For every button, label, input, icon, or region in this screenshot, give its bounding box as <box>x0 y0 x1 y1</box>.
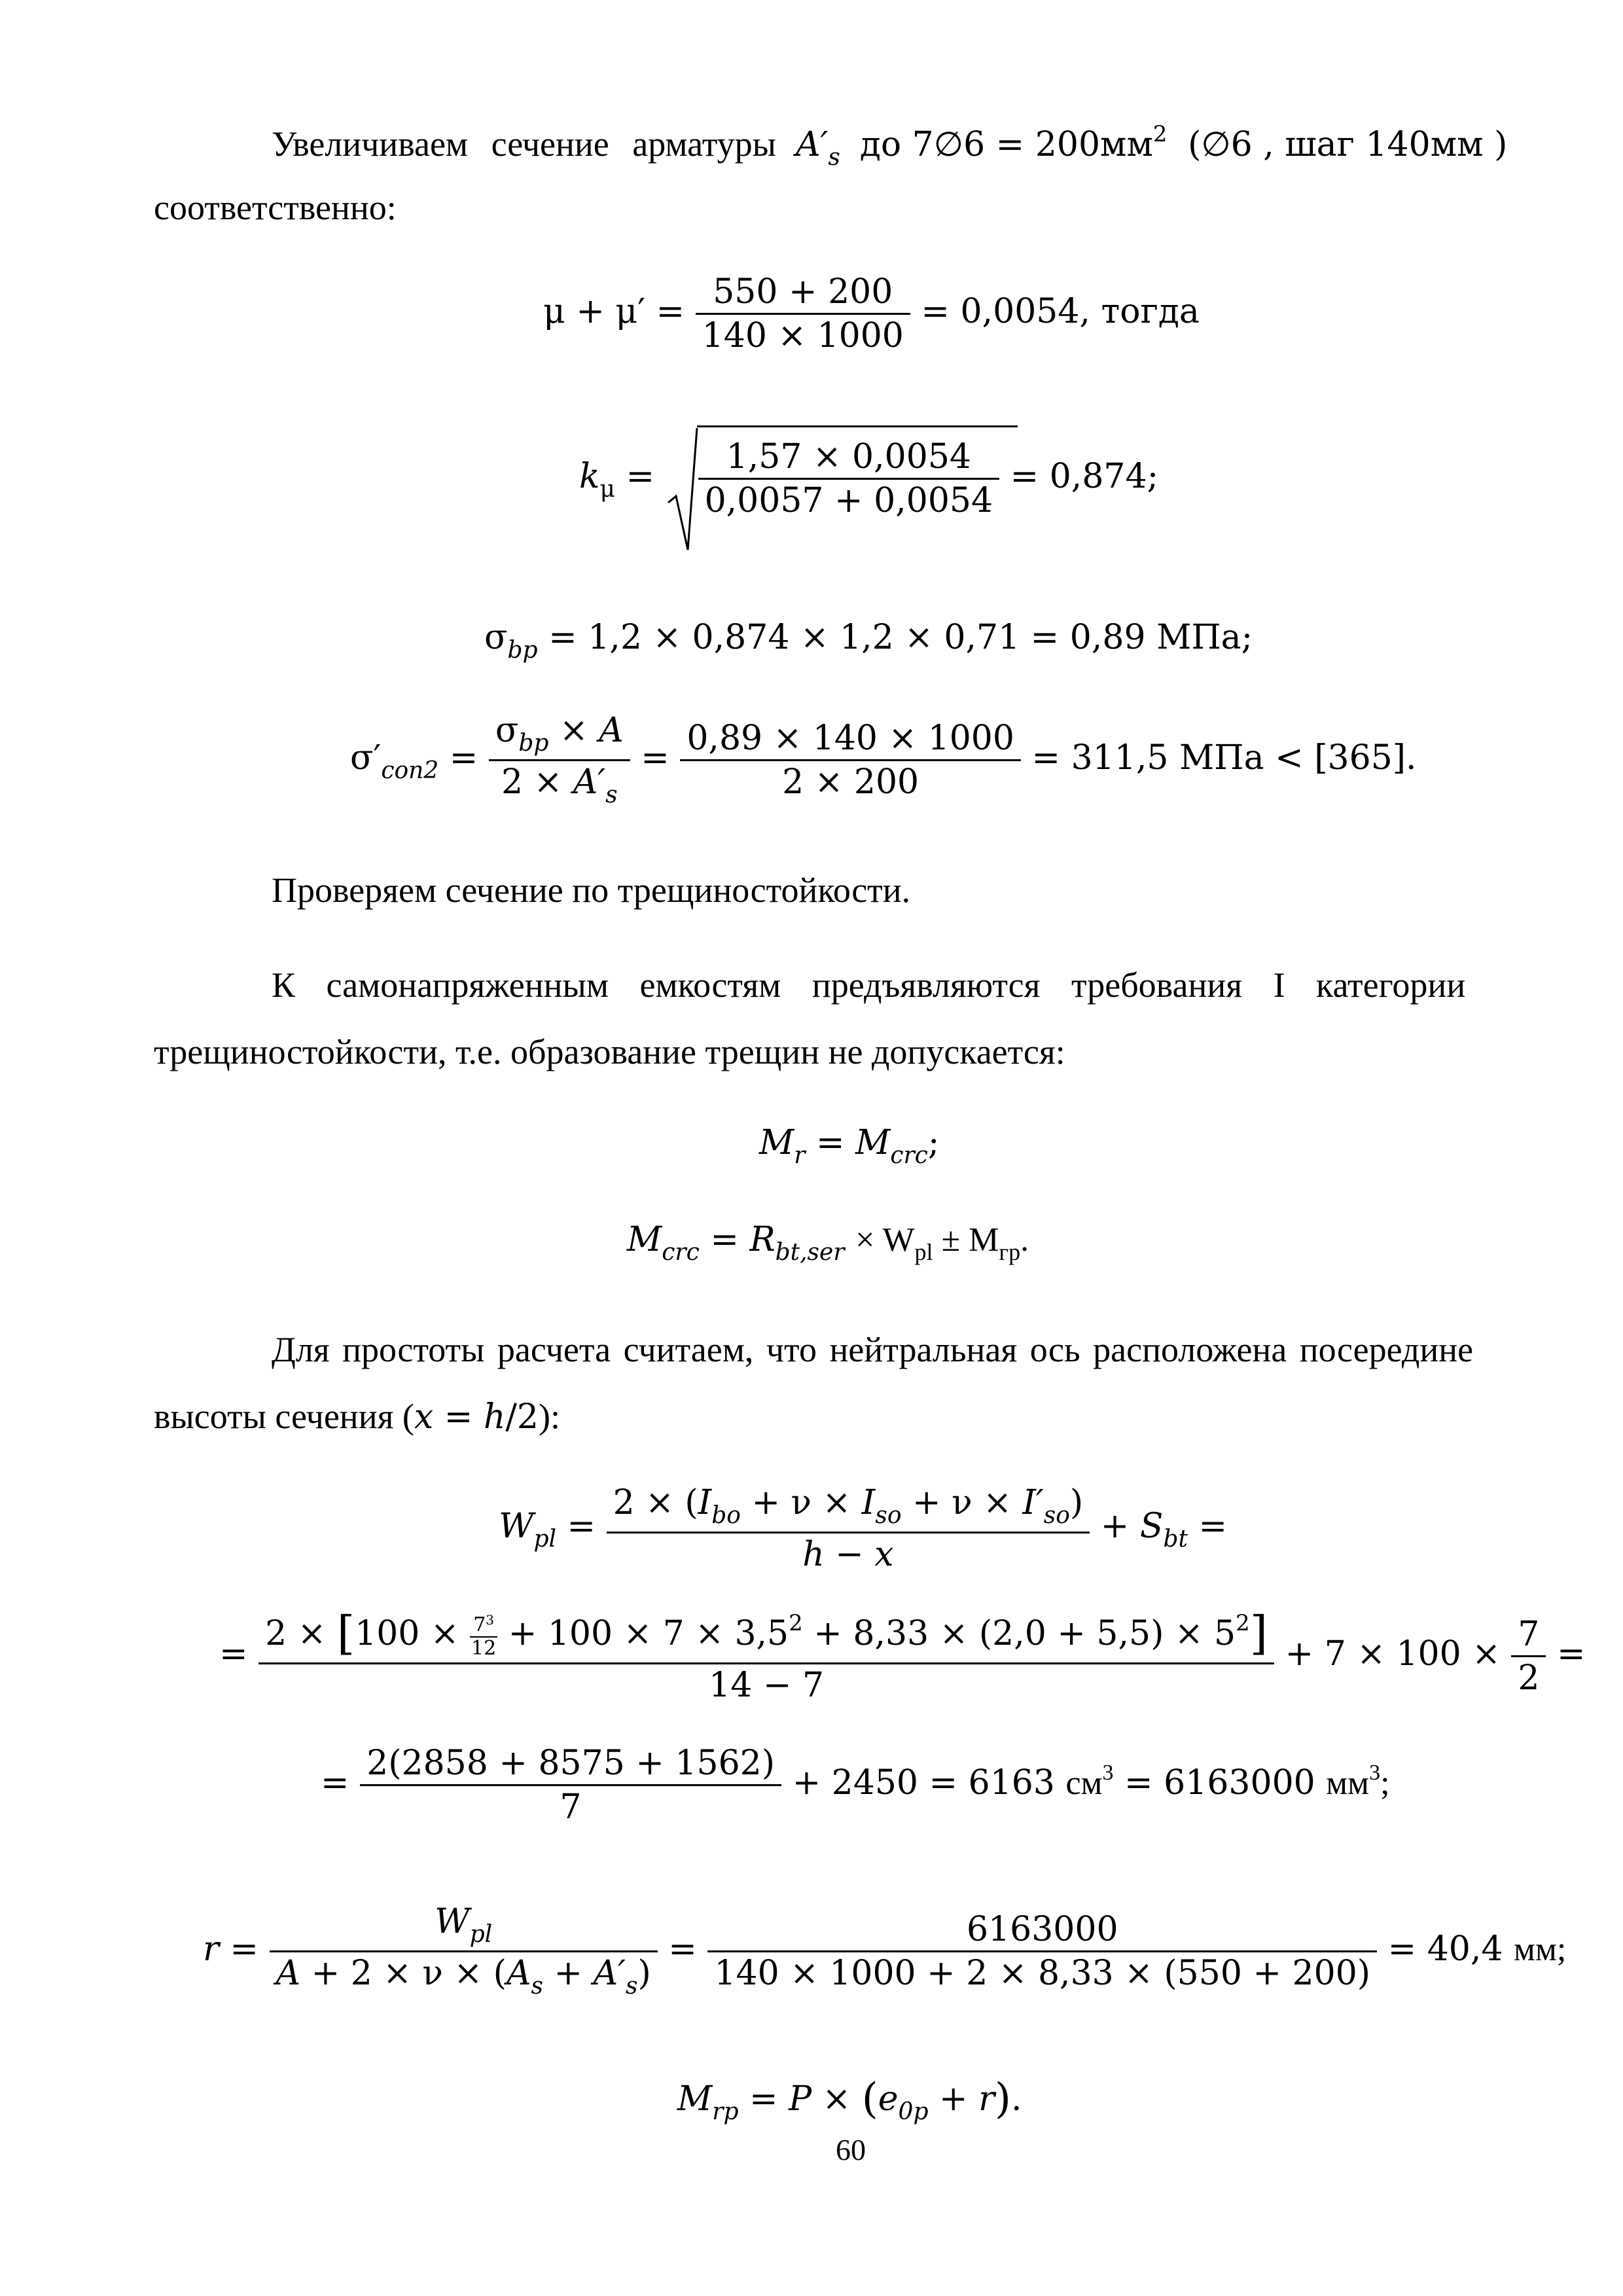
k-mu-symbol: $k_\mu$ = <box>579 457 655 503</box>
sigma-bp-rhs: = 1,2 × 0,874 × 1,2 × 0,71 = 0,89 МПа; <box>548 618 1253 657</box>
equation-wpl-line-3: = $\frac{2(2858 + 8575 + 1562)}{7}$ + 2450 = 6163 $см^3 = 6163000$ $мм^3$; <box>321 1744 1390 1827</box>
reinforcement-value: до 7∅6 = $200мм^2$ <box>859 121 1168 164</box>
equation-wpl-line-2: = 2 × [100 × $\frac{7^3}{12}$ + $100 \times 7 \times 3,5^2 + 8,33 \times (2,0 + 5,5) \times 5^2$] 14 − 7 + 7 × 100 × $\frac{7}{2}$ = <box>219 1606 1586 1705</box>
equation-wpl: $W_{pl}$ = $\frac{2 \times (I_{bo} + \nu \times I_{so} + \nu \times I'_{so})}{\text{ℎ − 𝑥}}$ + $S_{bt}$ = <box>499 1483 1228 1574</box>
r-fraction-1 <box>270 1902 658 2000</box>
equation-sigma-bp <box>484 620 1253 662</box>
r-denominator-2: 140 × 1000 + 2 × 8,33 × (550 + 200) <box>707 1950 1377 1990</box>
k-mu-rhs: = 0,874; <box>1010 457 1159 496</box>
wpl-line3-denominator: 7 <box>360 1784 781 1824</box>
sigma-con2-symbol: $\sigma'_{con2}$ = <box>350 738 478 784</box>
sqrt-block <box>666 437 1000 520</box>
mu-numerator: 550 + 200 <box>713 272 893 312</box>
sigma-con2-denominator-1: $2 \times A'_s$ <box>489 759 630 807</box>
wpl-line3-numerator: 2(2858 + 8575 + 1562) <box>366 1744 776 1783</box>
wpl-numerator: $2 \times (I_{bo} + \nu \times I_{so} + \nu \times I'_{so})$ <box>613 1483 1084 1529</box>
equation-mr: $M_r = M_{crc}$; <box>759 1123 940 1169</box>
wpl-line2-small-fraction <box>1511 1615 1546 1698</box>
r-denominator-1: $A + 2 \times \nu \times (A_s + A'_s)$ <box>270 1950 658 1998</box>
r-numerator-2: 6163000 <box>966 1910 1118 1949</box>
paragraph-3-line-2: трещиностойкости, т.е. образование трещин не допускается: <box>154 1032 1065 1071</box>
symbol-As-prime: $A'_s$ <box>785 125 840 171</box>
mu-denominator: 140 × 1000 <box>696 313 910 353</box>
paragraph-2: Проверяем сечение по трещиностойкости. <box>272 870 911 910</box>
wpl-rhs: + $S_{bt}$ = <box>1100 1507 1228 1552</box>
equation-sigma-con2: $\sigma'_{con2}$ = $\frac{\sigma_{bp} \times A}{2 \times A'_s}$ = $\frac{0,89 \times 140 \times 1000}{2 \times 200}$ = 311,5 МПа < [365]. <box>350 711 1417 808</box>
k-mu-fraction <box>698 437 1000 520</box>
wpl-line3-fraction <box>360 1744 781 1827</box>
paragraph-4-line-1: Для простоты расчета считаем, что нейтральная ось расположена посередине <box>272 1330 1474 1369</box>
sigma-con2-fraction-2 <box>680 719 1021 802</box>
wpl-fraction <box>607 1483 1090 1574</box>
sigma-con2-rhs: = 311,5 МПа < [365]. <box>1031 738 1417 778</box>
wpl-symbol: $W_{pl}$ <box>499 1507 557 1552</box>
wpl-line3-rhs: + 2450 = 6163 $см^3 = 6163000$ $мм^3$; <box>792 1761 1390 1803</box>
k-mu-numerator: 1,57 × 0,0054 <box>726 437 971 476</box>
paragraph-4-line-2: высоты сечения (x = h/2): <box>154 1397 560 1437</box>
equation-mcrc: $M_{crc} = R_{bt,ser} \times W_{pl} \pm M_{гр}$. <box>627 1220 1029 1266</box>
sqrt-bar <box>697 425 1018 427</box>
wpl-line2-fraction <box>259 1606 1274 1705</box>
mu-rhs: = 0,0054, тогда <box>921 292 1200 331</box>
paragraph-3-line-1 <box>272 967 1544 1003</box>
spacing-note: (∅6 , шаг 140мм ) <box>1188 125 1508 164</box>
paragraph-3-text: К самонапряженным емкостям предъявляются требования I категории <box>272 965 1466 1005</box>
wpl-line2-rhs: + 7 × 100 × <box>1285 1634 1501 1674</box>
wpl-line2-numerator: 2 × [100 × $\frac{7^3}{12}$ + $100 \times 7 \times 3,5^2 + 8,33 \times (2,0 + 5,5) \times 5^2$] <box>265 1606 1268 1660</box>
wpl-line2-denominator: 14 − 7 <box>259 1662 1274 1702</box>
sigma-con2-fraction-1 <box>489 713 630 807</box>
paragraph-1-line-1 <box>272 123 1544 170</box>
equation-k-mu <box>579 437 1159 520</box>
wpl-denominator: ℎ − 𝑥 <box>607 1532 1090 1571</box>
k-mu-denominator: 0,0057 + 0,0054 <box>698 478 1000 518</box>
r-fraction-2 <box>707 1910 1377 1993</box>
sigma-con2-denominator-2: 2 × 200 <box>680 759 1021 799</box>
paragraph-1-line-2: соответственно: <box>154 188 397 227</box>
r-rhs: = 40,4 мм; <box>1387 1929 1567 1969</box>
mu-fraction <box>696 272 910 355</box>
equation-mu <box>543 272 1200 355</box>
r-numerator-1: $W_{pl}$ <box>435 1902 493 1948</box>
sigma-con2-numerator-1: $\sigma_{bp} \times A$ <box>495 711 624 757</box>
small-fraction-numerator: 7 <box>1518 1615 1540 1654</box>
small-fraction-denominator: 2 <box>1511 1655 1546 1695</box>
page-number: 60 <box>836 2133 866 2166</box>
equation-mrp: $M_{rp} = P \times (e_{0p} + r)$. <box>677 2075 1022 2125</box>
sigma-bp-symbol: $\sigma_{bp}$ <box>484 618 538 664</box>
paragraph-1-text: Увеличиваем сечение арматуры <box>272 124 776 164</box>
sqrt-symbol <box>666 425 698 556</box>
r-symbol: r <box>203 1929 219 1969</box>
sigma-con2-numerator-2: 0,89 × 140 × 1000 <box>687 719 1014 758</box>
equation-r: r = $\frac{W_{pl}}{A + 2 \times \nu \times (A_s + A'_s)}$ = $\frac{6163000}{140 \times 1000 + 2 \times 8,33 \times (550 + 200)}$ = 40,4 мм; <box>203 1902 1567 2000</box>
mu-lhs: μ + μ′ = <box>543 292 685 331</box>
